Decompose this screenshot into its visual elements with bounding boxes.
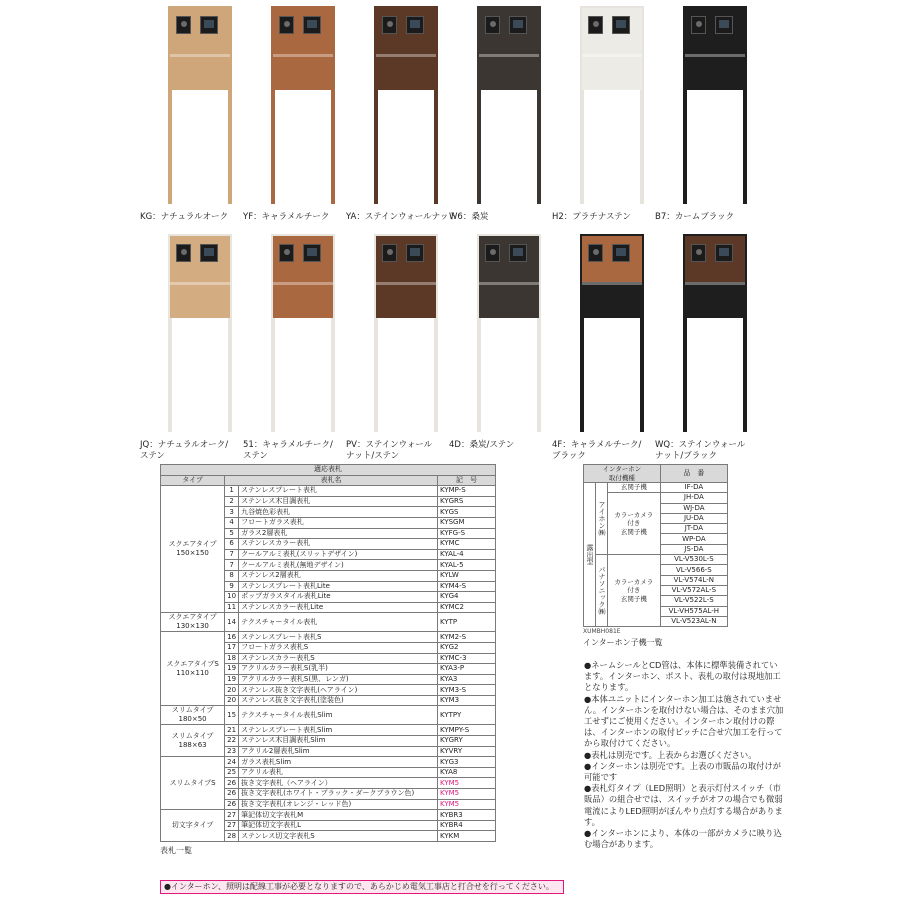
code-cell: KYKM [438, 831, 496, 842]
screen-icon [204, 20, 214, 28]
number-cell: 16 [225, 632, 239, 643]
screen-icon [616, 248, 626, 256]
product-card [140, 6, 240, 234]
name-cell: ステンレス2層表札 [239, 570, 438, 581]
code-cell: KYFG-S [438, 528, 496, 539]
screen-icon [204, 248, 214, 256]
color-caption: JQ：ナチュラルオーク/ ステン [140, 440, 229, 461]
nameplate-unit-icon [509, 16, 527, 34]
note-item: ●本体ユニットにインターホン加工は施されていません。インターホンを取付けない場合は、そのまま穴加工せずにご使用ください。インターホン取付けの際は、インターホンの取付ピッチに合せ穴加工を行ってから取付けてください。 [584, 693, 784, 749]
name-cell: ステンレスプレート表札S [239, 632, 438, 643]
product-row-2 [140, 234, 780, 462]
nameplate-unit-icon [200, 16, 218, 34]
post-illustration [477, 234, 541, 432]
table-row [161, 757, 496, 768]
number-cell: 24 [225, 757, 239, 768]
code-cell: KYSGM [438, 517, 496, 528]
model-cell: IF-DA [660, 483, 727, 493]
name-cell: 抜き文字表札(ホワイト・ブラック・ダークブラウン色) [239, 789, 438, 800]
intercom-unit-icon [382, 16, 397, 34]
mail-slot-panel [582, 284, 642, 318]
mail-slot [273, 54, 333, 57]
type-cell: 切文字タイプ [161, 810, 225, 842]
model-cell: JH-DA [660, 493, 727, 503]
maker-cell: アイホン㈱ [596, 483, 608, 555]
product-card [243, 6, 343, 234]
name-cell: ステンレス木目調表札Slim [239, 736, 438, 747]
mail-slot-panel [685, 56, 745, 90]
camera-lens-icon [181, 249, 187, 255]
intercom-unit-icon [485, 244, 500, 262]
post-illustration [683, 6, 747, 204]
number-cell: 20 [225, 685, 239, 696]
name-cell: ステンレスカラー表札S [239, 653, 438, 664]
color-caption: PV：ステインウォール ナット/ステン [346, 440, 433, 461]
number-cell: 27 [225, 810, 239, 821]
name-cell: ステンレス抜き文字表札(ヘアライン) [239, 685, 438, 696]
type-cell: スリムタイプ 180×50 [161, 706, 225, 725]
product-card [243, 234, 343, 462]
code-cell: KYM5 [438, 789, 496, 800]
name-cell: クールアルミ表札(無地デザイン) [239, 560, 438, 571]
group-label-cell: 露出型 [584, 483, 596, 627]
mail-slot-panel [685, 284, 745, 318]
type-cell: スリムタイプS [161, 757, 225, 810]
maker-cell: パナソニック㈱ [596, 555, 608, 627]
product-grid [140, 6, 780, 462]
post-head [580, 234, 644, 318]
code-cell: KYAL-4 [438, 549, 496, 560]
mail-slot-panel [170, 284, 230, 318]
code-cell: KYM5 [438, 778, 496, 789]
mail-slot-panel [273, 56, 333, 90]
number-cell: 18 [225, 653, 239, 664]
name-cell: ステンレス木目調表札 [239, 496, 438, 507]
name-cell: アクリルカラー表札S(黒、レンガ) [239, 674, 438, 685]
number-cell: 9 [225, 581, 239, 592]
mail-slot [479, 54, 539, 57]
color-caption: WQ：ステインウォール ナット/ブラック [655, 440, 746, 461]
number-cell: 27 [225, 820, 239, 831]
color-caption: 4F：キャラメルチーク/ ブラック [552, 440, 642, 461]
product-card [552, 234, 652, 462]
note-item: ●表札は別売です。上表からお選びください。 [584, 749, 757, 760]
color-caption: YF：キャラメルチーク [243, 212, 330, 222]
number-cell: 7 [225, 560, 239, 571]
code-cell: KYGRS [438, 496, 496, 507]
number-cell: 6 [225, 539, 239, 550]
model-cell: VL-V574L-N [660, 575, 727, 585]
name-cell: アクリル2層表札Slim [239, 746, 438, 757]
product-card [346, 234, 446, 462]
mail-slot-panel [376, 284, 436, 318]
post-illustration [271, 6, 335, 204]
intercom-row [584, 555, 728, 565]
name-cell: ステンレスプレート表札Slim [239, 725, 438, 736]
nameplate-unit-icon [406, 244, 424, 262]
post-head [580, 6, 644, 90]
mail-slot-panel [582, 56, 642, 90]
code-cell: KYGS [438, 507, 496, 518]
nameplate-table-block [160, 464, 496, 856]
number-cell: 1 [225, 486, 239, 497]
post-illustration [580, 234, 644, 432]
name-cell: ステンレスカラー表札 [239, 539, 438, 550]
mail-slot [479, 282, 539, 285]
intercom-unit-icon [382, 244, 397, 262]
mail-slot [582, 54, 642, 57]
name-cell: 抜き文字表札（ヘアライン） [239, 778, 438, 789]
product-card [655, 6, 755, 234]
product-card [655, 234, 755, 462]
name-cell: ステンレスプレート表札 [239, 486, 438, 497]
code-cell: KYM5 [438, 799, 496, 810]
nameplate-unit-icon [612, 244, 630, 262]
code-cell: KYMPY-S [438, 725, 496, 736]
mail-slot [170, 54, 230, 57]
post-illustration [477, 6, 541, 204]
mail-slot-panel [479, 284, 539, 318]
number-cell: 20 [225, 695, 239, 706]
post-illustration [580, 6, 644, 204]
mail-slot [273, 282, 333, 285]
post-head [168, 6, 232, 90]
intercom-unit-icon [176, 244, 191, 262]
intercom-unit-icon [691, 244, 706, 262]
number-cell: 14 [225, 613, 239, 632]
mail-slot [685, 54, 745, 57]
note-item: ●表札灯タイプ（LED照明）と表示灯付スイッチ（市販品）の組合せでは、スイッチがオフの場合でも微弱電流によりLED照明がぼんやり点灯する場合があります。 [584, 783, 783, 827]
col-type: タイプ [161, 475, 225, 486]
code-cell: KYMC2 [438, 602, 496, 613]
camera-lens-icon [284, 249, 290, 255]
code-cell: KYLW [438, 570, 496, 581]
code-cell: KYGRY [438, 736, 496, 747]
screen-icon [513, 20, 523, 28]
color-caption: YA：ステインウォールナット [346, 212, 457, 222]
mail-slot-panel [479, 56, 539, 90]
number-cell: 22 [225, 736, 239, 747]
code-cell: KYG3 [438, 757, 496, 768]
post-head [477, 234, 541, 318]
table-row [161, 706, 496, 725]
name-cell: アクリルカラー表札S(乳半) [239, 664, 438, 675]
camera-lens-icon [387, 21, 393, 27]
post-head [683, 234, 747, 318]
model-cell: VL-V523AL-N [660, 616, 727, 626]
mail-slot [376, 282, 436, 285]
type-cell: スクエアタイプ 130×130 [161, 613, 225, 632]
unit-type-cell: カラーカメラ 付き 玄関子機 [608, 493, 661, 555]
model-cell: VL-V522L-S [660, 596, 727, 606]
code-cell: KYM4-S [438, 581, 496, 592]
nameplate-unit-icon [200, 244, 218, 262]
number-cell: 25 [225, 767, 239, 778]
number-cell: 19 [225, 674, 239, 685]
name-cell: 筆記体切文字表札M [239, 810, 438, 821]
intercom-header-right: 品 番 [660, 465, 727, 483]
screen-icon [410, 248, 420, 256]
name-cell: アクリル表札 [239, 767, 438, 778]
screen-icon [307, 248, 317, 256]
code-cell: KYMP-S [438, 486, 496, 497]
number-cell: 26 [225, 789, 239, 800]
number-cell: 21 [225, 725, 239, 736]
name-cell: ポップガラスタイル表札Lite [239, 592, 438, 603]
code-cell: KYMC-3 [438, 653, 496, 664]
model-cell: JU-DA [660, 513, 727, 523]
code-cell: KYG4 [438, 592, 496, 603]
camera-lens-icon [490, 21, 496, 27]
post-head [374, 234, 438, 318]
intercom-header-left: インターホン 取付機種 [584, 465, 661, 483]
nameplate-unit-icon [303, 244, 321, 262]
table-row [161, 632, 496, 643]
model-cell: WP-DA [660, 534, 727, 544]
post-head [683, 6, 747, 90]
nameplate-unit-icon [509, 244, 527, 262]
product-card [449, 6, 549, 234]
mail-slot [685, 282, 745, 285]
screen-icon [719, 20, 729, 28]
camera-lens-icon [696, 21, 702, 27]
camera-lens-icon [593, 249, 599, 255]
intercom-row [584, 483, 728, 493]
post-illustration [374, 234, 438, 432]
mail-slot [582, 282, 642, 285]
nameplate-unit-icon [715, 16, 733, 34]
note-item: ●インターホンにより、本体の一部がカメラに映り込む場合があります。 [584, 828, 782, 850]
number-cell: 19 [225, 664, 239, 675]
type-cell: スクエアタイプS 110×110 [161, 632, 225, 706]
name-cell: 抜き文字表札(オレンジ・レッド色) [239, 799, 438, 810]
post-illustration [168, 6, 232, 204]
camera-lens-icon [387, 249, 393, 255]
col-name: 表札名 [225, 475, 438, 486]
intercom-code: XUMBH081E [583, 628, 621, 636]
screen-icon [410, 20, 420, 28]
name-cell: ステンレス切文字表札S [239, 831, 438, 842]
table-row [161, 613, 496, 632]
name-cell: ガラス2層表札 [239, 528, 438, 539]
number-cell: 26 [225, 778, 239, 789]
mail-slot-panel [273, 284, 333, 318]
name-cell: テクスチャータイル表札Slim [239, 706, 438, 725]
code-cell: KYBR4 [438, 820, 496, 831]
mail-slot [170, 282, 230, 285]
code-cell: KYTPY [438, 706, 496, 725]
post-illustration [683, 234, 747, 432]
number-cell: 4 [225, 517, 239, 528]
model-cell: VL-V566-S [660, 565, 727, 575]
screen-icon [513, 248, 523, 256]
table-row [161, 810, 496, 821]
post-head [271, 234, 335, 318]
name-cell: ステンレスプレート表札Lite [239, 581, 438, 592]
name-cell: クールアルミ表札(スリットデザイン) [239, 549, 438, 560]
intercom-unit-icon [279, 244, 294, 262]
number-cell: 5 [225, 528, 239, 539]
intercom-unit-icon [588, 244, 603, 262]
nameplate-table [160, 464, 496, 842]
number-cell: 3 [225, 507, 239, 518]
post-head [374, 6, 438, 90]
code-cell: KYG2 [438, 642, 496, 653]
intercom-unit-icon [176, 16, 191, 34]
screen-icon [719, 248, 729, 256]
camera-lens-icon [593, 21, 599, 27]
table-header-top: 適応表札 [161, 465, 496, 476]
post-head [271, 6, 335, 90]
mail-slot-panel [170, 56, 230, 90]
mail-slot [376, 54, 436, 57]
name-cell: フロートガラス表札S [239, 642, 438, 653]
code-cell: KYVRY [438, 746, 496, 757]
color-caption: B7：カームブラック [655, 212, 735, 222]
product-card [449, 234, 549, 462]
number-cell: 8 [225, 570, 239, 581]
name-cell: フロートガラス表札 [239, 517, 438, 528]
model-cell: WJ-DA [660, 503, 727, 513]
color-caption: W6：桑炭 [449, 212, 489, 222]
model-cell: JT-DA [660, 524, 727, 534]
note-item: ●インターホンは別売です。上表の市販品の取付けが可能です [584, 760, 782, 783]
screen-icon [616, 20, 626, 28]
intercom-caption: インターホン子機一覧 [583, 638, 663, 648]
camera-lens-icon [696, 249, 702, 255]
product-card [140, 234, 240, 462]
name-cell: ガラス表札Slim [239, 757, 438, 768]
type-cell: スリムタイプ 188×63 [161, 725, 225, 757]
nameplate-unit-icon [612, 16, 630, 34]
code-cell: KYA3 [438, 674, 496, 685]
number-cell: 26 [225, 799, 239, 810]
code-cell: KYTP [438, 613, 496, 632]
intercom-table [583, 464, 728, 627]
nameplate-unit-icon [406, 16, 424, 34]
name-cell: 筆記体切文字表札L [239, 820, 438, 831]
code-cell: KYBR3 [438, 810, 496, 821]
code-cell: KYM2-S [438, 632, 496, 643]
intercom-table-block [583, 464, 728, 648]
post-illustration [168, 234, 232, 432]
intercom-unit-icon [485, 16, 500, 34]
nameplate-unit-icon [303, 16, 321, 34]
number-cell: 15 [225, 706, 239, 725]
name-cell: 九谷焼色彩表札 [239, 507, 438, 518]
code-cell: KYA8 [438, 767, 496, 778]
color-caption: 4D：桑炭/ステン [449, 440, 515, 450]
model-cell: VL-V572AL-S [660, 585, 727, 595]
camera-lens-icon [490, 249, 496, 255]
post-head [168, 234, 232, 318]
table-caption: 表札一覧 [160, 846, 192, 855]
post-illustration [271, 234, 335, 432]
color-caption: KG：ナチュラルオーク [140, 212, 229, 222]
number-cell: 23 [225, 746, 239, 757]
post-illustration [374, 6, 438, 204]
table-row [161, 725, 496, 736]
number-cell: 28 [225, 831, 239, 842]
name-cell: テクスチャータイル表札 [239, 613, 438, 632]
product-card [552, 6, 652, 234]
code-cell: KYM3 [438, 695, 496, 706]
number-cell: 2 [225, 496, 239, 507]
screen-icon [307, 20, 317, 28]
model-cell: VL-VH575AL-H [660, 606, 727, 616]
number-cell: 17 [225, 642, 239, 653]
note-item: ●ネームシールとCD管は、本体に標準装備されています。インターホン、ポスト、表札の取付は現地加工となります。 [584, 660, 781, 693]
color-caption: H2：プラチナステン [552, 212, 631, 222]
code-cell: KYA3-P [438, 664, 496, 675]
mail-slot-panel [376, 56, 436, 90]
model-cell: VL-V530L-S [660, 555, 727, 565]
code-cell: KYAL-5 [438, 560, 496, 571]
table-row [161, 486, 496, 497]
intercom-unit-icon [279, 16, 294, 34]
wiring-note: ●インターホン、照明は配線工事が必要となりますので、あらかじめ電気工事店と打合せを行ってください。 [160, 880, 564, 894]
product-card [346, 6, 457, 234]
name-cell: ステンレス抜き文字表札(塗装色) [239, 695, 438, 706]
name-cell: ステンレスカラー表札Lite [239, 602, 438, 613]
code-cell: KYM3-S [438, 685, 496, 696]
number-cell: 7 [225, 549, 239, 560]
intercom-unit-icon [691, 16, 706, 34]
color-caption: 51：キャラメルチーク/ ステン [243, 440, 333, 461]
type-cell: スクエアタイプ 150×150 [161, 486, 225, 613]
intercom-unit-icon [588, 16, 603, 34]
nameplate-unit-icon [715, 244, 733, 262]
notes-list [584, 660, 784, 850]
product-row-1 [140, 6, 780, 234]
code-cell: KYMC [438, 539, 496, 550]
post-head [477, 6, 541, 90]
number-cell: 11 [225, 602, 239, 613]
col-code: 記 号 [438, 475, 496, 486]
camera-lens-icon [284, 21, 290, 27]
unit-type-cell: カラーカメラ 付き 玄関子機 [608, 555, 661, 627]
unit-type-cell: 玄関子機 [608, 483, 661, 493]
camera-lens-icon [181, 21, 187, 27]
model-cell: JS-DA [660, 544, 727, 554]
number-cell: 10 [225, 592, 239, 603]
